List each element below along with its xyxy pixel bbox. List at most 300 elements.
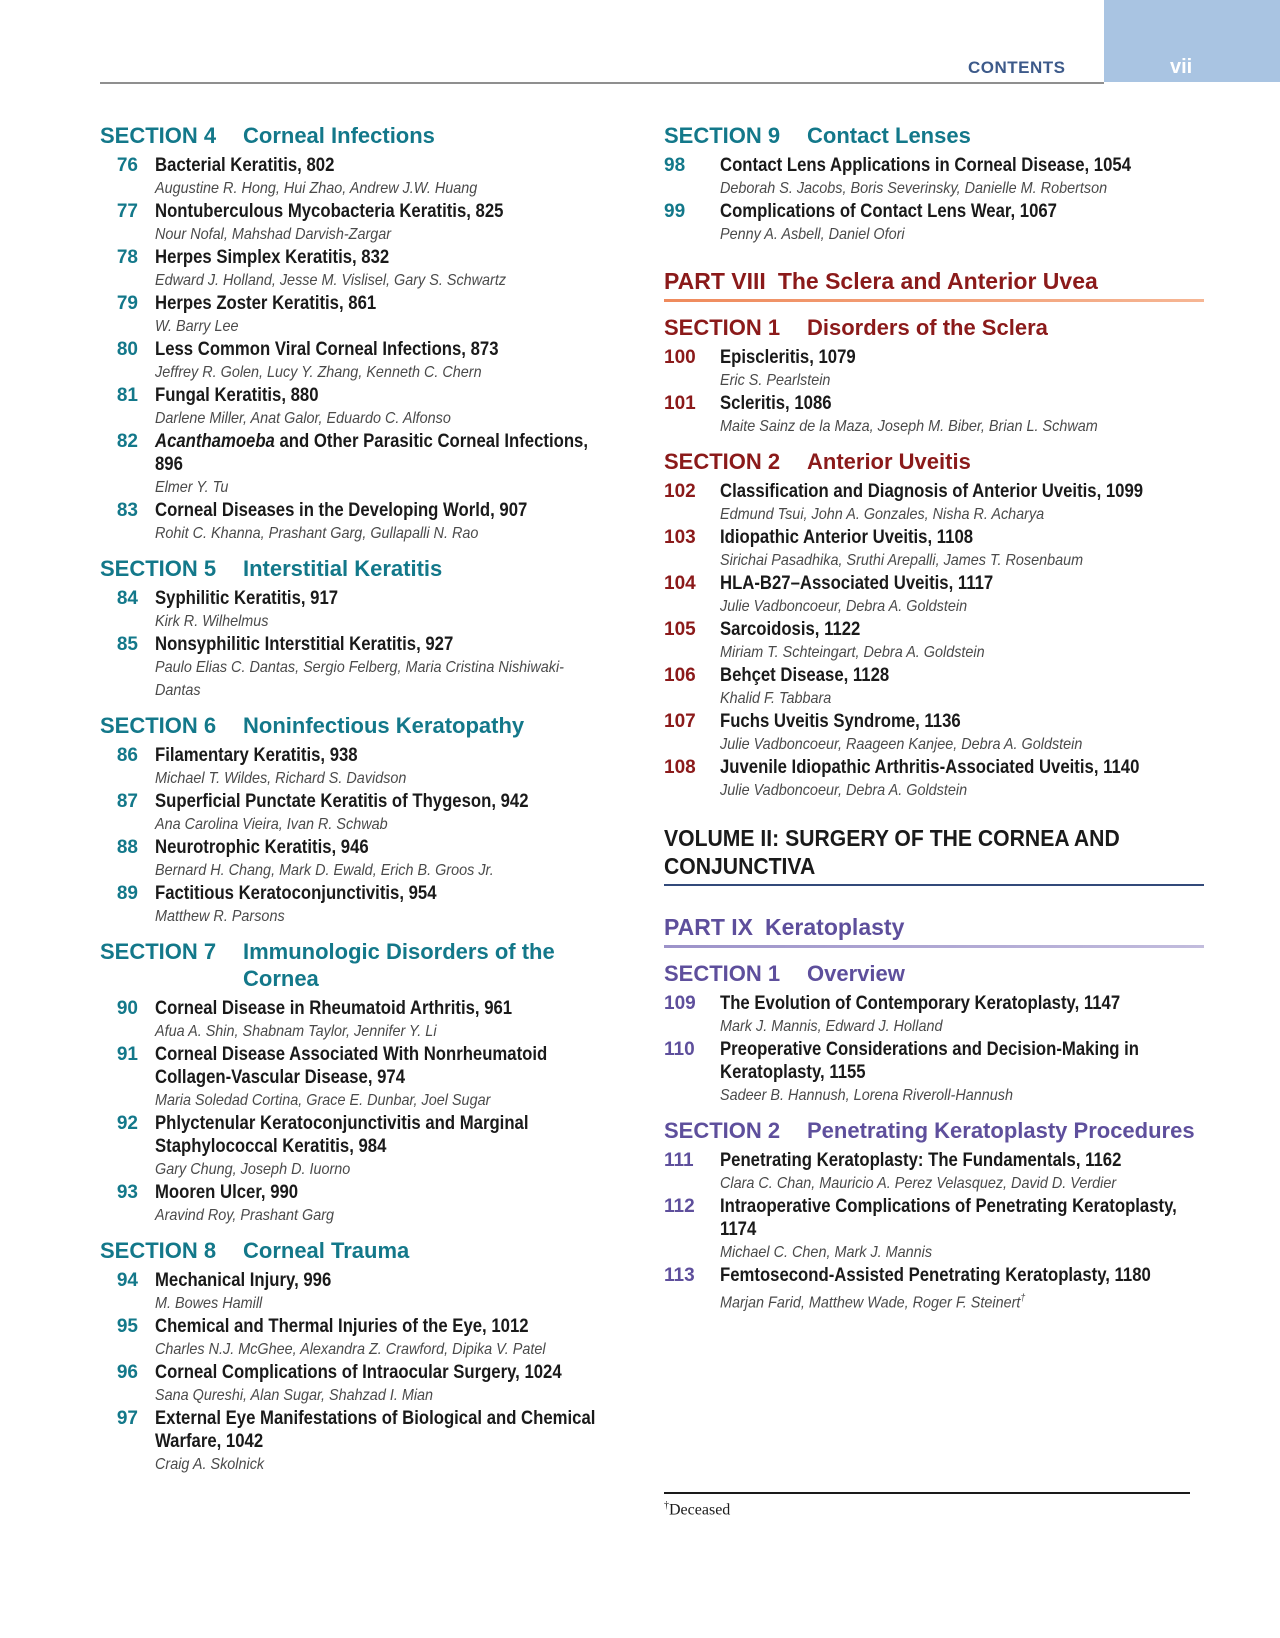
chapter-body — [720, 392, 1204, 438]
section-heading[interactable] — [100, 555, 600, 582]
chapter-title — [155, 246, 598, 269]
chapter-entry[interactable] — [100, 1407, 600, 1476]
section-heading[interactable] — [100, 938, 600, 992]
chapter-authors — [155, 767, 600, 790]
section-code: SECTION 8 — [100, 1238, 217, 1263]
chapter-title — [155, 154, 598, 177]
chapter-title-text: Juvenile Idiopathic Arthritis-Associated Uveitis, 1140 — [720, 757, 1140, 778]
chapter-authors — [155, 656, 600, 702]
chapter-body — [155, 1407, 600, 1476]
chapter-title-text: Nonsyphilitic Interstitial Keratitis, 927 — [155, 634, 454, 655]
chapter-authors — [155, 177, 600, 200]
chapter-number: 101 — [664, 393, 696, 414]
section-title: Immunologic Disorders of the Cornea — [243, 939, 555, 991]
section-code: SECTION 1 — [664, 961, 781, 986]
volume-title[interactable]: VOLUME II: SURGERY OF THE CORNEA AND CONJUNCTIVA — [664, 825, 1120, 879]
chapter-title-text: Bacterial Keratitis, 802 — [155, 155, 335, 176]
section-title: Anterior Uveitis — [807, 449, 971, 474]
chapter-title — [720, 346, 1201, 369]
authors-text: Marjan Farid, Matthew Wade, Roger F. Steinert — [720, 1294, 1021, 1312]
chapter-title — [155, 633, 598, 656]
chapter-authors — [155, 859, 600, 882]
running-header: CONTENTS — [968, 58, 1066, 77]
authors-text: Nour Nofal, Mahshad Darvish-Zargar — [155, 226, 392, 243]
authors-text: Jeffrey R. Golen, Lucy Y. Zhang, Kenneth C. Chern — [155, 364, 482, 381]
chapter-title — [155, 200, 598, 223]
chapter-entry[interactable] — [664, 992, 1204, 1038]
right-column — [664, 122, 1204, 1324]
chapter-title-text: Herpes Zoster Keratitis, 861 — [155, 293, 377, 314]
chapter-title-text: Mechanical Injury, 996 — [155, 1270, 332, 1291]
chapter-number: 102 — [664, 481, 696, 502]
authors-text: Mark J. Mannis, Edward J. Holland — [720, 1018, 943, 1035]
chapter-title — [155, 384, 598, 407]
section-code: SECTION 6 — [100, 713, 217, 738]
section-heading[interactable] — [100, 122, 600, 149]
section-heading[interactable] — [100, 1237, 600, 1264]
chapter-title — [720, 154, 1201, 177]
authors-text: Augustine R. Hong, Hui Zhao, Andrew J.W. Huang — [155, 180, 478, 197]
chapter-title — [720, 1195, 1201, 1241]
chapter-title — [720, 756, 1201, 779]
footnote-rule — [664, 1492, 1190, 1494]
authors-text: Khalid F. Tabbara — [720, 690, 832, 707]
chapter-body — [720, 1149, 1204, 1195]
toc-section — [100, 712, 600, 928]
chapter-number: 96 — [116, 1362, 138, 1383]
chapter-title — [155, 790, 598, 813]
chapter-authors — [155, 1089, 600, 1112]
section-code: SECTION 5 — [100, 556, 217, 581]
authors-text: Craig A. Skolnick — [155, 1456, 265, 1473]
chapter-title — [720, 572, 1201, 595]
section-title: Interstitial Keratitis — [243, 556, 443, 581]
chapter-title-text: Fuchs Uveitis Syndrome, 1136 — [720, 711, 961, 732]
chapter-number: 94 — [116, 1270, 138, 1291]
chapter-authors — [720, 733, 1204, 756]
part-heading[interactable] — [664, 266, 1204, 299]
chapter-title-text: Preoperative Considerations and Decision-Making in Keratoplasty, 1155 — [720, 1039, 1140, 1083]
chapter-number: 107 — [664, 711, 696, 732]
chapter-authors — [720, 415, 1204, 438]
chapter-title-text: Contact Lens Applications in Corneal Disease, 1054 — [720, 155, 1132, 176]
chapter-number: 91 — [116, 1044, 138, 1065]
chapter-entry[interactable] — [664, 1264, 1204, 1314]
chapter-authors — [720, 1015, 1204, 1038]
chapter-entry[interactable] — [100, 790, 600, 836]
chapter-entry[interactable] — [100, 384, 600, 430]
chapter-body — [155, 1315, 600, 1361]
volume-heading-block — [664, 824, 1204, 886]
chapter-body — [720, 1195, 1204, 1264]
chapter-body — [155, 882, 600, 928]
authors-text: Michael C. Chen, Mark J. Mannis — [720, 1244, 933, 1261]
chapter-authors — [155, 269, 600, 292]
chapter-title-text: Femtosecond-Assisted Penetrating Keratoplasty, 1180 — [720, 1265, 1151, 1286]
chapter-authors — [720, 1287, 1204, 1314]
page-number: vii — [1170, 56, 1193, 78]
chapter-title-text: Herpes Simplex Keratitis, 832 — [155, 247, 390, 268]
header-rule — [100, 82, 1104, 84]
chapter-title — [155, 1361, 598, 1384]
chapter-title-text: Neurotrophic Keratitis, 946 — [155, 837, 369, 858]
chapter-number: 92 — [116, 1113, 138, 1134]
authors-text: Maria Soledad Cortina, Grace E. Dunbar, Joel Sugar — [155, 1092, 491, 1109]
chapter-title — [155, 1112, 598, 1158]
chapter-title-italic: Acanthamoeba — [155, 431, 275, 452]
section-heading[interactable] — [664, 314, 1204, 341]
chapter-body — [155, 499, 600, 545]
toc-section — [664, 448, 1204, 802]
chapter-number: 104 — [664, 573, 696, 594]
chapter-body — [720, 200, 1204, 246]
chapter-authors — [155, 1204, 600, 1227]
chapter-title-text: Corneal Complications of Intraocular Surgery, 1024 — [155, 1362, 562, 1383]
chapter-authors — [155, 1158, 600, 1181]
chapter-entry[interactable] — [100, 1269, 600, 1315]
chapter-entry[interactable] — [100, 338, 600, 384]
chapter-title — [720, 200, 1201, 223]
chapter-title-text: Syphilitic Keratitis, 917 — [155, 588, 339, 609]
chapter-body — [155, 836, 600, 882]
chapter-title-text: Mooren Ulcer, 990 — [155, 1182, 299, 1203]
chapter-authors — [155, 407, 600, 430]
chapter-title — [155, 1269, 598, 1292]
chapter-title — [720, 480, 1201, 503]
toc-section — [664, 960, 1204, 1107]
chapter-body — [155, 1361, 600, 1407]
chapter-title — [155, 744, 598, 767]
authors-text: Julie Vadboncoeur, Debra A. Goldstein — [720, 782, 968, 799]
chapter-number: 113 — [664, 1265, 695, 1286]
authors-text: Aravind Roy, Prashant Garg — [155, 1207, 335, 1224]
chapter-authors — [155, 610, 600, 633]
chapter-entry[interactable] — [100, 997, 600, 1043]
chapter-body — [720, 480, 1204, 526]
deceased-mark: † — [1020, 1293, 1026, 1304]
chapter-number: 77 — [116, 201, 138, 222]
section-code: SECTION 7 — [100, 939, 217, 964]
chapter-title — [155, 430, 598, 476]
section-title: Overview — [807, 961, 905, 986]
chapter-body — [155, 790, 600, 836]
chapter-authors — [720, 687, 1204, 710]
part-title: Keratoplasty — [765, 914, 905, 940]
chapter-title — [720, 1149, 1201, 1172]
chapter-title — [155, 882, 598, 905]
chapter-title-text: Less Common Viral Corneal Infections, 873 — [155, 339, 499, 360]
chapter-number: 84 — [116, 588, 138, 609]
chapter-title-text: and Other Parasitic Corneal Infections, 896 — [155, 431, 588, 475]
volume-rule — [664, 884, 1204, 886]
chapter-body — [720, 526, 1204, 572]
chapter-body — [155, 246, 600, 292]
chapter-title-text: Idiopathic Anterior Uveitis, 1108 — [720, 527, 974, 548]
section-code: SECTION 9 — [664, 123, 781, 148]
authors-text: Elmer Y. Tu — [155, 479, 229, 496]
toc-section — [100, 555, 600, 702]
chapter-entry[interactable] — [664, 664, 1204, 710]
section-code: SECTION 4 — [100, 123, 217, 148]
chapter-title-text: HLA-B27–Associated Uveitis, 1117 — [720, 573, 994, 594]
chapter-title — [720, 664, 1201, 687]
chapter-body — [720, 1038, 1204, 1107]
part-rule — [664, 299, 1204, 302]
chapter-title — [155, 1043, 598, 1089]
chapter-body — [155, 292, 600, 338]
chapter-authors — [155, 315, 600, 338]
chapter-entry[interactable] — [100, 200, 600, 246]
authors-text: Gary Chung, Joseph D. Iuorno — [155, 1161, 351, 1178]
toc-section — [100, 938, 600, 1227]
chapter-body — [155, 1269, 600, 1315]
chapter-entry[interactable] — [100, 1361, 600, 1407]
authors-text: Rohit C. Khanna, Prashant Garg, Gullapalli N. Rao — [155, 525, 479, 542]
chapter-body — [720, 154, 1204, 200]
chapter-title — [720, 710, 1201, 733]
chapter-authors — [720, 549, 1204, 572]
chapter-body — [720, 756, 1204, 802]
chapter-title-text: Sarcoidosis, 1122 — [720, 619, 861, 640]
chapter-entry[interactable] — [664, 618, 1204, 664]
chapter-authors — [720, 1084, 1204, 1107]
section-title: Disorders of the Sclera — [807, 315, 1048, 340]
authors-text: Clara C. Chan, Mauricio A. Perez Velasquez, David D. Verdier — [720, 1175, 1117, 1192]
footnote-mark: † — [664, 1500, 669, 1511]
chapter-body — [155, 154, 600, 200]
part-heading-block — [664, 266, 1204, 302]
chapter-body — [155, 587, 600, 633]
chapter-authors — [720, 779, 1204, 802]
chapter-number: 93 — [116, 1182, 138, 1203]
authors-text: Sadeer B. Hannush, Lorena Riveroll-Hannush — [720, 1087, 1013, 1104]
chapter-entry[interactable] — [100, 1043, 600, 1112]
chapter-number: 100 — [664, 347, 696, 368]
chapter-number: 109 — [664, 993, 696, 1014]
chapter-title-text: The Evolution of Contemporary Keratoplasty, 1147 — [720, 993, 1121, 1014]
section-title: Corneal Infections — [243, 123, 435, 148]
chapter-authors — [720, 641, 1204, 664]
section-heading[interactable] — [100, 712, 600, 739]
chapter-title — [155, 338, 598, 361]
chapter-entry[interactable] — [664, 526, 1204, 572]
chapter-number: 81 — [116, 385, 138, 406]
chapter-number: 79 — [116, 293, 138, 314]
chapter-body — [155, 384, 600, 430]
chapter-entry[interactable] — [664, 200, 1204, 246]
chapter-body — [155, 633, 600, 702]
chapter-authors — [155, 1453, 600, 1476]
footnote — [664, 1500, 730, 1519]
chapter-title-text: Phlyctenular Keratoconjunctivitis and Marginal Staphylococcal Keratitis, 984 — [155, 1113, 529, 1157]
chapter-number: 85 — [116, 634, 138, 655]
chapter-entry[interactable] — [100, 154, 600, 200]
chapter-title — [155, 997, 598, 1020]
chapter-entry[interactable] — [664, 154, 1204, 200]
chapter-body — [155, 1112, 600, 1181]
chapter-body — [720, 664, 1204, 710]
chapter-body — [155, 200, 600, 246]
authors-text: Sirichai Pasadhika, Sruthi Arepalli, James T. Rosenbaum — [720, 552, 1084, 569]
chapter-title — [720, 992, 1201, 1015]
chapter-authors — [155, 813, 600, 836]
authors-text: Julie Vadboncoeur, Debra A. Goldstein — [720, 598, 968, 615]
chapter-title-text: Complications of Contact Lens Wear, 1067 — [720, 201, 1057, 222]
chapter-title — [155, 292, 598, 315]
footnote-text: Deceased — [669, 1501, 731, 1519]
chapter-title — [155, 1407, 598, 1453]
authors-text: Julie Vadboncoeur, Raageen Kanjee, Debra A. Goldstein — [720, 736, 1083, 753]
chapter-title-text: Superficial Punctate Keratitis of Thygeson, 942 — [155, 791, 529, 812]
chapter-authors — [155, 1384, 600, 1407]
chapter-entry[interactable] — [100, 633, 600, 702]
section-heading[interactable] — [664, 960, 1204, 987]
chapter-number: 103 — [664, 527, 696, 548]
authors-text: Charles N.J. McGhee, Alexandra Z. Crawford, Dipika V. Patel — [155, 1341, 546, 1358]
chapter-number: 108 — [664, 757, 696, 778]
section-title: Corneal Trauma — [243, 1238, 410, 1263]
chapter-entry[interactable] — [100, 1181, 600, 1227]
authors-text: Ana Carolina Vieira, Ivan R. Schwab — [155, 816, 388, 833]
chapter-entry[interactable] — [664, 346, 1204, 392]
chapter-body — [720, 572, 1204, 618]
authors-text: Maite Sainz de la Maza, Joseph M. Biber, Brian L. Schwam — [720, 418, 1098, 435]
chapter-title — [155, 1181, 598, 1204]
section-code: SECTION 2 — [664, 449, 781, 474]
chapter-number: 98 — [664, 155, 686, 176]
chapter-body — [720, 346, 1204, 392]
authors-text: M. Bowes Hamill — [155, 1295, 263, 1312]
authors-text: Michael T. Wildes, Richard S. Davidson — [155, 770, 407, 787]
part-code: PART VIII — [664, 268, 766, 294]
chapter-authors — [720, 177, 1204, 200]
toc-section — [664, 122, 1204, 246]
chapter-entry[interactable] — [100, 882, 600, 928]
chapter-title-text: Behçet Disease, 1128 — [720, 665, 890, 686]
chapter-title-text: Factitious Keratoconjunctivitis, 954 — [155, 883, 437, 904]
chapter-entry[interactable] — [100, 587, 600, 633]
chapter-body — [155, 744, 600, 790]
authors-text: Bernard H. Chang, Mark D. Ewald, Erich B. Groos Jr. — [155, 862, 494, 879]
chapter-entry[interactable] — [664, 710, 1204, 756]
authors-text: Miriam T. Schteingart, Debra A. Goldstein — [720, 644, 985, 661]
chapter-body — [155, 430, 600, 499]
toc-section — [100, 1237, 600, 1476]
chapter-title-text: Penetrating Keratoplasty: The Fundamentals, 1162 — [720, 1150, 1122, 1171]
toc-section — [100, 122, 600, 545]
toc-section — [664, 314, 1204, 438]
authors-text: Deborah S. Jacobs, Boris Severinsky, Danielle M. Robertson — [720, 180, 1108, 197]
chapter-entry[interactable] — [100, 836, 600, 882]
authors-text: Eric S. Pearlstein — [720, 372, 831, 389]
chapter-number: 78 — [116, 247, 138, 268]
chapter-entry[interactable] — [100, 499, 600, 545]
chapter-number: 88 — [116, 837, 138, 858]
chapter-entry[interactable] — [100, 1315, 600, 1361]
chapter-title — [720, 1038, 1201, 1084]
chapter-number: 86 — [116, 745, 138, 766]
chapter-entry[interactable] — [664, 392, 1204, 438]
chapter-title — [155, 587, 598, 610]
chapter-title-text: Corneal Diseases in the Developing World, 907 — [155, 500, 528, 521]
section-title: Penetrating Keratoplasty Procedures — [807, 1118, 1195, 1143]
chapter-authors — [720, 1172, 1204, 1195]
chapter-entry[interactable] — [664, 1038, 1204, 1107]
authors-text: Afua A. Shin, Shabnam Taylor, Jennifer Y. Li — [155, 1023, 437, 1040]
chapter-entry[interactable] — [100, 430, 600, 499]
chapter-authors — [155, 905, 600, 928]
chapter-title-text: Fungal Keratitis, 880 — [155, 385, 319, 406]
chapter-title — [720, 618, 1201, 641]
chapter-number: 82 — [116, 431, 138, 452]
chapter-title — [720, 392, 1201, 415]
chapter-authors — [155, 1338, 600, 1361]
section-heading[interactable] — [664, 122, 1204, 149]
chapter-entry[interactable] — [664, 1195, 1204, 1264]
chapter-authors — [720, 1241, 1204, 1264]
toc-section — [664, 1117, 1204, 1314]
chapter-body — [720, 1264, 1204, 1314]
chapter-entry[interactable] — [664, 480, 1204, 526]
chapter-number: 97 — [116, 1408, 138, 1429]
chapter-title-text: Intraoperative Complications of Penetrating Keratoplasty, 1174 — [720, 1196, 1177, 1240]
chapter-entry[interactable] — [664, 756, 1204, 802]
chapter-number: 90 — [116, 998, 138, 1019]
chapter-entry[interactable] — [100, 292, 600, 338]
chapter-number: 76 — [116, 155, 138, 176]
chapter-number: 83 — [116, 500, 138, 521]
section-heading[interactable] — [664, 448, 1204, 475]
chapter-authors — [155, 1020, 600, 1043]
chapter-title-text: Corneal Disease Associated With Nonrheumatoid Collagen-Vascular Disease, 974 — [155, 1044, 548, 1088]
authors-text: Paulo Elias C. Dantas, Sergio Felberg, Maria Cristina Nishiwaki-Dantas — [155, 659, 564, 699]
authors-text: Matthew R. Parsons — [155, 908, 285, 925]
chapter-title-text: Filamentary Keratitis, 938 — [155, 745, 358, 766]
chapter-authors — [155, 223, 600, 246]
part-heading[interactable] — [664, 912, 1204, 945]
section-code: SECTION 1 — [664, 315, 781, 340]
chapter-authors — [155, 1292, 600, 1315]
chapter-entry[interactable] — [664, 1149, 1204, 1195]
chapter-body — [720, 992, 1204, 1038]
chapter-number: 89 — [116, 883, 138, 904]
chapter-title — [720, 526, 1201, 549]
section-heading[interactable] — [664, 1117, 1204, 1144]
chapter-authors — [155, 522, 600, 545]
chapter-authors — [720, 223, 1204, 246]
section-title: Contact Lenses — [807, 123, 971, 148]
chapter-title — [155, 836, 598, 859]
chapter-entry[interactable] — [664, 572, 1204, 618]
chapter-title-text: Scleritis, 1086 — [720, 393, 832, 414]
chapter-body — [155, 338, 600, 384]
chapter-authors — [720, 595, 1204, 618]
authors-text: Penny A. Asbell, Daniel Ofori — [720, 226, 905, 243]
chapter-authors — [720, 369, 1204, 392]
authors-text: Sana Qureshi, Alan Sugar, Shahzad I. Mian — [155, 1387, 434, 1404]
chapter-authors — [720, 503, 1204, 526]
chapter-title-text: External Eye Manifestations of Biological and Chemical Warfare, 1042 — [155, 1408, 596, 1452]
left-column — [100, 122, 600, 1486]
chapter-entry[interactable] — [100, 246, 600, 292]
authors-text: Edmund Tsui, John A. Gonzales, Nisha R. Acharya — [720, 506, 1045, 523]
chapter-number: 95 — [116, 1316, 138, 1337]
authors-text: Edward J. Holland, Jesse M. Vislisel, Gary S. Schwartz — [155, 272, 507, 289]
chapter-entry[interactable] — [100, 1112, 600, 1181]
chapter-body — [155, 1043, 600, 1112]
chapter-entry[interactable] — [100, 744, 600, 790]
chapter-number: 80 — [116, 339, 138, 360]
